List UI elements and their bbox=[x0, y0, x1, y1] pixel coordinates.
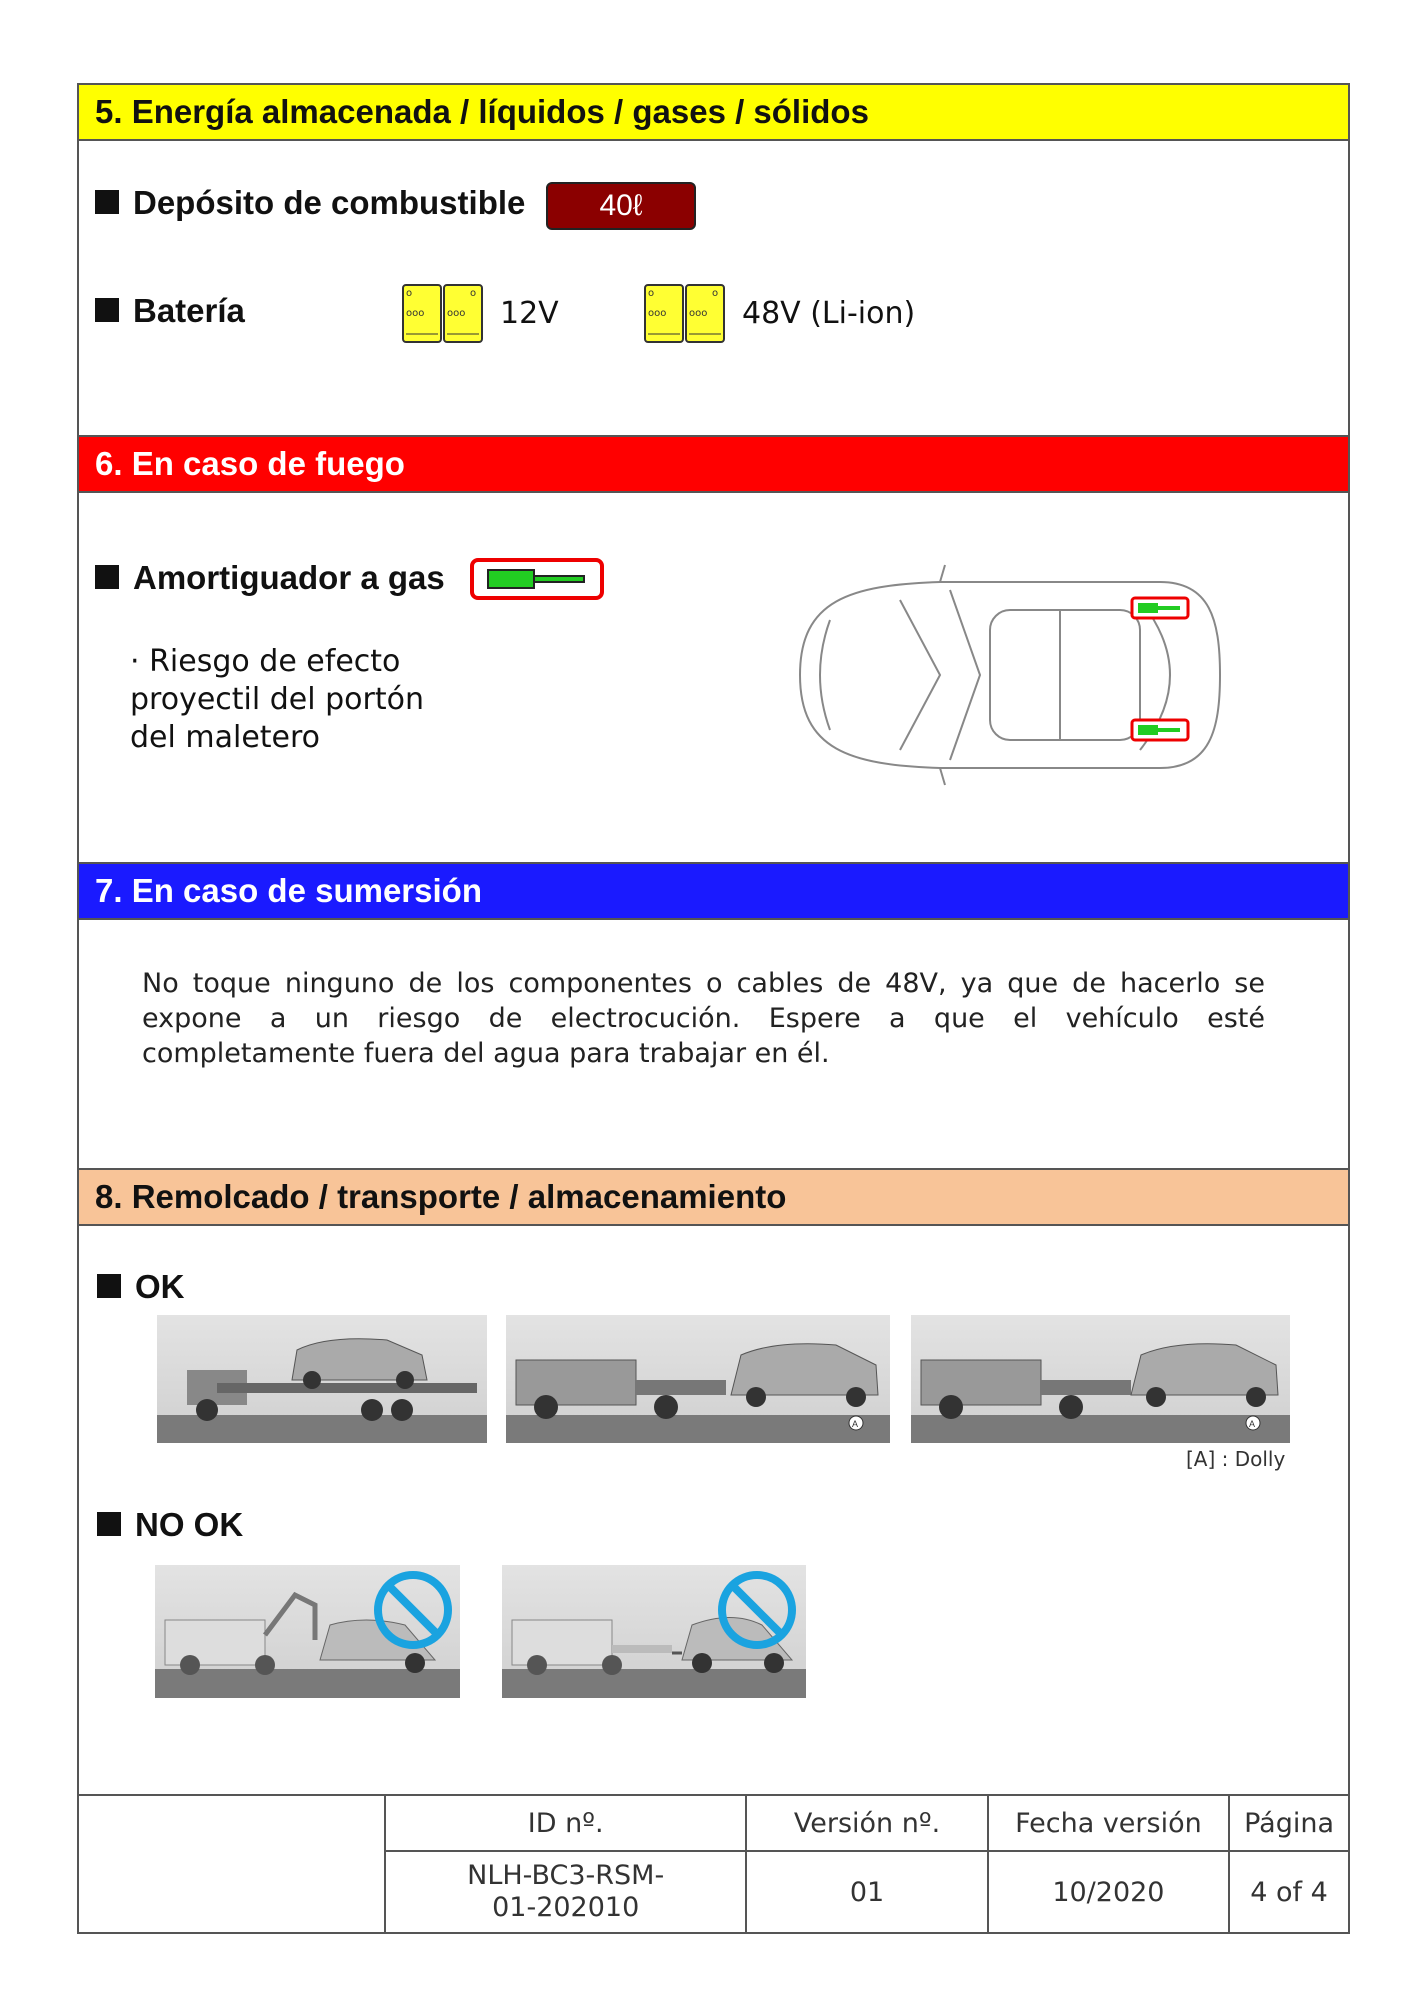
version-number: 01 bbox=[746, 1851, 987, 1933]
tow-bar-prohibited-image bbox=[502, 1565, 806, 1698]
gas-strut-icon bbox=[470, 558, 604, 600]
battery-12v-label: 12V bbox=[500, 296, 559, 331]
gas-strut-label: Amortiguador a gas bbox=[133, 559, 445, 596]
battery-48v-label: 48V (Li-ion) bbox=[742, 296, 916, 331]
version-header: Versión nº. bbox=[746, 1795, 987, 1851]
gas-strut-risk-text: · Riesgo de efecto proyectil del portón del maletero bbox=[130, 644, 424, 755]
svg-text:A: A bbox=[852, 1419, 859, 1429]
bullet-icon bbox=[97, 1512, 121, 1536]
page-number: 4 of 4 bbox=[1229, 1851, 1349, 1933]
bullet-icon bbox=[95, 298, 119, 322]
page-header: Página bbox=[1229, 1795, 1349, 1851]
svg-text:ooo: ooo bbox=[447, 308, 466, 319]
towing-ok-heading bbox=[97, 1268, 185, 1306]
battery-12v-icon bbox=[402, 284, 484, 344]
svg-text:o: o bbox=[712, 288, 719, 299]
dolly-tow-image-2 bbox=[911, 1315, 1290, 1443]
bullet-icon bbox=[97, 1274, 121, 1298]
dolly-tow-image-1 bbox=[506, 1315, 890, 1443]
submersion-text: No toque ninguno de los componentes o cables de 48V, ya que de hacerlo se expone a un riesgo de electrocución. Espere a que el vehículo esté completamente fuera del agua para trabajar en él. bbox=[142, 968, 1265, 1069]
svg-text:ooo: ooo bbox=[648, 308, 667, 319]
wheel-lift-tow-prohibited-image bbox=[155, 1565, 460, 1698]
battery-item bbox=[95, 292, 245, 330]
document-id: NLH-BC3-RSM-01-202010 bbox=[385, 1851, 746, 1933]
svg-text:ooo: ooo bbox=[689, 308, 708, 319]
section-header-submersion: 7. En caso de sumersión bbox=[77, 862, 1350, 920]
section-header-energy: 5. Energía almacenada / líquidos / gases / sólidos bbox=[77, 83, 1350, 141]
bullet-icon bbox=[95, 190, 119, 214]
bullet-icon bbox=[95, 565, 119, 589]
towing-not-ok-heading bbox=[97, 1506, 243, 1544]
svg-text:A: A bbox=[1249, 1419, 1256, 1429]
fuel-tank-label: Depósito de combustible bbox=[133, 184, 526, 221]
date-header: Fecha versión bbox=[988, 1795, 1229, 1851]
svg-text:ooo: ooo bbox=[406, 308, 425, 319]
battery-label: Batería bbox=[133, 292, 245, 329]
ok-label: OK bbox=[135, 1268, 185, 1305]
dolly-note: [A] : Dolly bbox=[1186, 1447, 1286, 1471]
flatbed-tow-image bbox=[157, 1315, 487, 1443]
id-header: ID nº. bbox=[385, 1795, 746, 1851]
not-ok-label: NO OK bbox=[135, 1506, 244, 1543]
fuel-capacity-badge: 40ℓ bbox=[546, 182, 696, 230]
section-header-fire: 6. En caso de fuego bbox=[77, 435, 1350, 493]
gas-strut-item bbox=[95, 559, 445, 597]
section-header-towing: 8. Remolcado / transporte / almacenamiento bbox=[77, 1168, 1350, 1226]
battery-48v-icon bbox=[644, 284, 726, 344]
svg-text:o: o bbox=[648, 288, 655, 299]
svg-text:o: o bbox=[406, 288, 413, 299]
footer-blank-cell bbox=[77, 1794, 386, 1934]
fuel-tank-item bbox=[95, 184, 525, 222]
car-top-view-image bbox=[780, 560, 1230, 790]
svg-text:o: o bbox=[470, 288, 477, 299]
version-date: 10/2020 bbox=[988, 1851, 1229, 1933]
document-info-table bbox=[384, 1794, 1350, 1934]
